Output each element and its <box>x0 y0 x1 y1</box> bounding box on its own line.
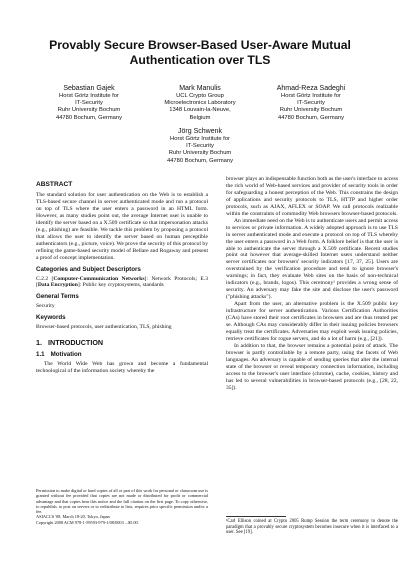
permission-text: Permission to make digital or hard copies of all or part of this work for personal or classroom use is granted without fee provided that copies are not made or distributed for profit or commercial advantage and that copies bear this notice and the full citation on the first page. To copy otherwise, to republish, to post on servers or to redistribute to lists, requires prior specific permission and/or a fee. <box>36 488 208 515</box>
author-affiliation: IT-Security <box>297 100 325 107</box>
author-sadeghi <box>252 84 370 122</box>
motivation-text: The World Wide Web has grown and become a fundamental technological of the information society whereby the <box>36 361 208 375</box>
body-paragraph: Apart from the user, an alternative problem is the X.509 public key infrastructure for server authentication. Various Certification Authorities (CAs) have stored their root certificates in browsers and are thus treated per se. Although CAs may considerably differ in their issuing policies browsers equally treat the certificates. Adversaries may exploit weak issuing policies, retrieve certificates for rogue servers, and do a lot of harm (e.g., [21]). <box>226 301 398 342</box>
author-name: Jörg Schwenk <box>178 128 222 135</box>
author-affiliation: IT-Security <box>186 143 214 150</box>
left-column <box>36 176 208 375</box>
author-affiliation: Horst Görtz Institute for <box>170 136 230 142</box>
abstract-text: The standard solution for user authentication on the Web is to establish a TLS-based secure channel in server authenticated mode and run a protocol on top of TLS where the user enters a password in an HTML form. However, as many studies point out, the average Internet user is unable to identify the server based on a X.509 certificate so that impersonation attacks (e.g., phishing) are feasible. We tackle this problem by proposing a protocol that allows the user to identify the server based on human perceptible authenticators (e.g., picture, voice). We prove the security of this protocol by refining the game-based security model of Bellare and Rogaway and present a proof of concept implementation. <box>36 192 208 261</box>
author-affiliation: Microelectronics Laboratory <box>164 100 236 107</box>
introduction-heading: 1. INTRODUCTION <box>36 338 104 348</box>
general-terms-text: Security <box>36 303 55 310</box>
categories-text: C.2.2 [Computer-Communication Networks]: Network Protocols; E.3 [Data Encryption]: Public key cryptosystems, standards <box>36 275 209 289</box>
keywords-text: Browser-based protocols, user authentication, TLS, phishing <box>36 324 172 331</box>
author-affiliation: UCL Crypto Group <box>176 93 224 99</box>
author-block <box>20 84 380 174</box>
author-affiliation: IT-Security <box>75 100 103 107</box>
author-affiliation: 1348 Louvain-la-Neuve, <box>169 107 231 114</box>
author-affiliation: 44780 Bochum, Germany <box>55 114 123 121</box>
author-name: Mark Manulis <box>179 85 221 92</box>
body-paragraph: browser plays an indispensable function both as the user's interface to access the rich world of Web-based services and provider of security tools in order for safeguarding a honest perception of the Web. This constrains the design of applications and security protocols to TLS, HTTP and higher order protocols, such as AJAX, AFLEX or SOAP. We call protocols realizable within the constraints of commodity Web browsers browser-based protocols. <box>226 176 398 217</box>
abstract-heading: ABSTRACT <box>36 181 73 188</box>
author-name: Sebastian Gajek <box>63 85 115 92</box>
author-affiliation: Belgium <box>189 114 211 121</box>
author-affiliation: Horst Görtz Institute for <box>59 93 119 99</box>
author-schwenk <box>141 127 259 165</box>
author-affiliation: Ruhr University Bochum <box>279 107 343 114</box>
footnote <box>226 516 398 536</box>
author-affiliation: 44780 Bochum, Germany <box>166 157 234 164</box>
permission-notice <box>36 488 208 525</box>
author-manulis <box>141 84 259 122</box>
author-affiliation: Horst Görtz Institute for <box>281 93 341 99</box>
author-gajek <box>30 84 148 122</box>
footnote-text: ¹Carl Ellison coined at Crypto 2005 Rump Session the term ceremony to denote the paradigm that a provably secure cryptosystem becomes insecure when it is interfaced to a user. See [19]. <box>226 519 398 536</box>
author-affiliation: Ruhr University Bochum <box>168 150 232 157</box>
footnote-rule <box>226 516 286 517</box>
copyright-line: Copyright 2008 ACM 978-1-59593-979-1/08/0003 ...$5.00. <box>36 519 139 525</box>
body-paragraph: An immediate need on the Web is to authenticate users and permit access to services or private information. A widely adopted approach is to use TLS in server authenticated mode and execute a protocol on top of TLS whereby the user enters a password in a Web form. A folklore belief is that the user is able to authenticate the server through a X.509 certificate. Recent studies point out however that average-skilled Internet users understand neither server certificates nor browsers' security indicators [17, 37, 25]. Users are overstrained by the verification procedure and tend to ignore browser's warnings; in fact, they evaluate Web sites on the basis of non-technical indicators (e.g., brands, logos). This ceremony¹ provides a wrong sense of security. An adversary may fake the site and disclose the user's password ("phishing attacks"). <box>226 217 398 301</box>
author-name: Ahmad-Reza Sadeghi <box>276 85 346 92</box>
categories-heading: Categories and Subject Descriptors <box>36 265 141 273</box>
general-terms-heading: General Terms <box>36 293 79 301</box>
right-column <box>226 176 398 392</box>
body-paragraph: In addition to that, the browser remains a potential point of attack. The browser is partly controllable by a remote party, using the facets of Web languages. An adversary is capable of sending queries that alter the internal state of the browser or reveal temporary connection information, including access to the browser's user interface (chrome), cache, cookies, history and has led to several vulnerabilities in browser-based protocols (e.g., [28, 22, 35]). <box>226 342 398 391</box>
conference-line: ASIACCS '08, March 18-20, Tokyo, Japan <box>36 514 110 520</box>
keywords-heading: Keywords <box>36 314 66 322</box>
paper-title: Provably Secure Browser-Based User-Aware Mutual Authentication over TLS <box>49 38 351 67</box>
motivation-heading: 1.1 Motivation <box>36 351 82 359</box>
author-affiliation: 44780 Bochum, Germany <box>277 114 345 121</box>
author-affiliation: Ruhr University Bochum <box>57 107 121 114</box>
